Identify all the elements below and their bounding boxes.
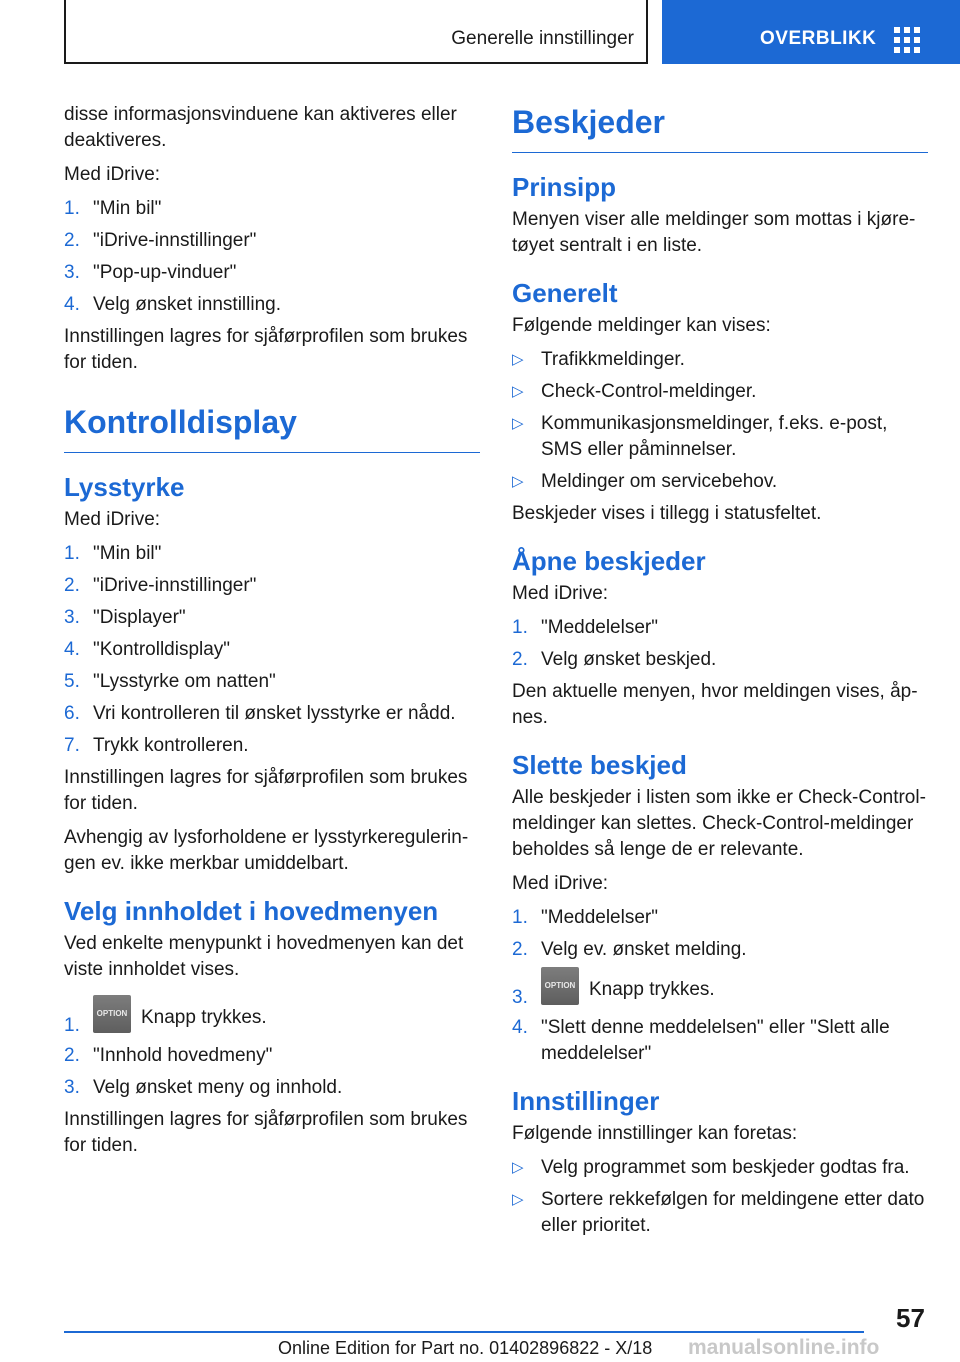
list-item: 1. "Meddelelser" [512, 617, 658, 638]
list-item: 1. "Meddelelser" [512, 907, 658, 928]
list-item: ▷ Check-Control-meldinger. [512, 379, 928, 405]
list-item: 1. "Min bil" [64, 198, 162, 219]
heading-lysstyrke: Lysstyrke [64, 472, 185, 502]
velg-text: Ved enkelte menypunkt i hovedmenyen kan det viste innholdet vises. [64, 933, 464, 980]
prinsipp-text: Menyen viser alle meldinger som mottas i kjøretøyet sentralt i en liste. [512, 209, 916, 256]
triangle-bullet-icon: ▷ [512, 383, 524, 400]
note-text: Innstillingen lagres for sjåførprofilen som brukes for tiden. [64, 767, 468, 814]
list-item: 3. "Pop-up-vinduer" [64, 262, 237, 283]
note-text: Innstillingen lagres for sjåførprofilen som brukes for tiden. [64, 1109, 468, 1156]
list-item: ▷ Trafikkmeldinger. [512, 347, 928, 373]
triangle-bullet-icon: ▷ [512, 1159, 524, 1176]
heading-kontrolldisplay: Kontrolldisplay [64, 402, 480, 453]
note-text: Avhengig av lysforholdene er lysstyrkereguleringen ev. ikke merkbar umiddelbart. [64, 827, 469, 874]
grid-icon [894, 27, 920, 53]
watermark: manualsonline.info [688, 1336, 880, 1359]
heading-prinsipp: Prinsipp [512, 172, 617, 202]
heading-velg-innholdet: Velg innholdet i hovedmenyen [64, 896, 439, 926]
list-item: 2. Velg ønsket beskjed. [512, 649, 717, 670]
footer-divider [64, 1331, 864, 1333]
heading-slette-beskjed: Slette beskjed [512, 750, 687, 780]
generelt-note: Beskjeder vises i tillegg i statusfeltet. [512, 503, 822, 524]
slette-text: Alle beskjeder i listen som ikke er Check-Control-meldinger kan slettes. Check-Control-meldinger beholdes så lenge de er relevante. [512, 787, 926, 860]
left-column [64, 102, 480, 1167]
heading-innstillinger: Innstillinger [512, 1086, 660, 1116]
page-number: 57 [896, 1303, 925, 1333]
list-item: 1. OPTION Knapp trykkes. [64, 997, 480, 1037]
triangle-bullet-icon: ▷ [512, 473, 524, 490]
overview-button[interactable] [662, 0, 960, 64]
list-item: 2. "iDrive-innstillinger" [64, 230, 257, 251]
right-column [512, 102, 928, 1245]
heading-beskjeder: Beskjeder [512, 102, 928, 153]
steps-popup [64, 196, 480, 318]
list-item: ▷ Meldinger om servicebehov. [512, 469, 928, 495]
list-item: 7. Trykk kontrolleren. [64, 735, 249, 756]
option-button-icon: OPTION [541, 967, 579, 1005]
list-item: 3. OPTION Knapp trykkes. [512, 969, 928, 1009]
list-item: 3. Velg ønsket meny og innhold. [64, 1077, 343, 1098]
list-item: ▷ Sortere rekkefølgen for meldingene etter dato eller prioritet. [512, 1189, 925, 1236]
list-item: 2. Velg ev. ønsket melding. [512, 939, 747, 960]
header-section-box [64, 0, 648, 64]
innstillinger-text: Følgende innstillinger kan foretas: [512, 1123, 798, 1144]
list-item: ▷ Kommunikasjonsmeldinger, f.eks. e-post, SMS eller påminnelser. [512, 413, 888, 460]
steps-hovedmeny [64, 997, 480, 1101]
innstillinger-bullets [512, 1155, 928, 1239]
list-item: 2. "Innhold hovedmeny" [64, 1045, 273, 1066]
steps-slette [512, 905, 928, 1067]
list-item: 5. "Lysstyrke om natten" [64, 671, 276, 692]
med-idrive-label: Med iDrive: [64, 509, 161, 530]
steps-lysstyrke [64, 541, 480, 759]
list-item: 3. "Displayer" [64, 607, 186, 628]
list-item: 4. "Kontrolldisplay" [64, 639, 231, 660]
heading-generelt: Generelt [512, 278, 618, 308]
intro-text: disse informasjonsvinduene kan aktiveres eller deaktiveres. [64, 104, 457, 151]
header-section-title[interactable]: Generelle innstillinger [451, 28, 634, 49]
triangle-bullet-icon: ▷ [512, 1191, 524, 1208]
option-button-icon: OPTION [93, 995, 131, 1033]
list-item: 6. Vri kontrolleren til ønsket lysstyrke er nådd. [64, 703, 456, 724]
edition-text: Online Edition for Part no. 01402896822 - X/18 [278, 1338, 653, 1358]
generelt-text: Følgende meldinger kan vises: [512, 315, 771, 336]
triangle-bullet-icon: ▷ [512, 415, 524, 432]
triangle-bullet-icon: ▷ [512, 351, 524, 368]
generelt-bullets [512, 347, 928, 495]
apne-note: Den aktuelle menyen, hvor meldingen vises, åpnes. [512, 681, 918, 728]
steps-apne [512, 615, 928, 673]
list-item: 4. Velg ønsket innstilling. [64, 294, 281, 315]
list-item: 2. "iDrive-innstillinger" [64, 575, 257, 596]
overview-label: OVERBLIKK [760, 28, 877, 49]
med-idrive-label: Med iDrive: [512, 873, 609, 894]
med-idrive-label: Med iDrive: [512, 583, 609, 604]
med-idrive-label: Med iDrive: [64, 164, 161, 185]
heading-apne-beskjeder: Åpne beskjeder [512, 546, 706, 576]
list-item: ▷ Velg programmet som beskjeder godtas fra. [512, 1155, 928, 1181]
note-text: Innstillingen lagres for sjåførprofilen som brukes for tiden. [64, 326, 468, 373]
list-item: 4. "Slett denne meddelelsen" eller "Slett alle meddelelser" [512, 1017, 890, 1064]
list-item: 1. "Min bil" [64, 543, 162, 564]
